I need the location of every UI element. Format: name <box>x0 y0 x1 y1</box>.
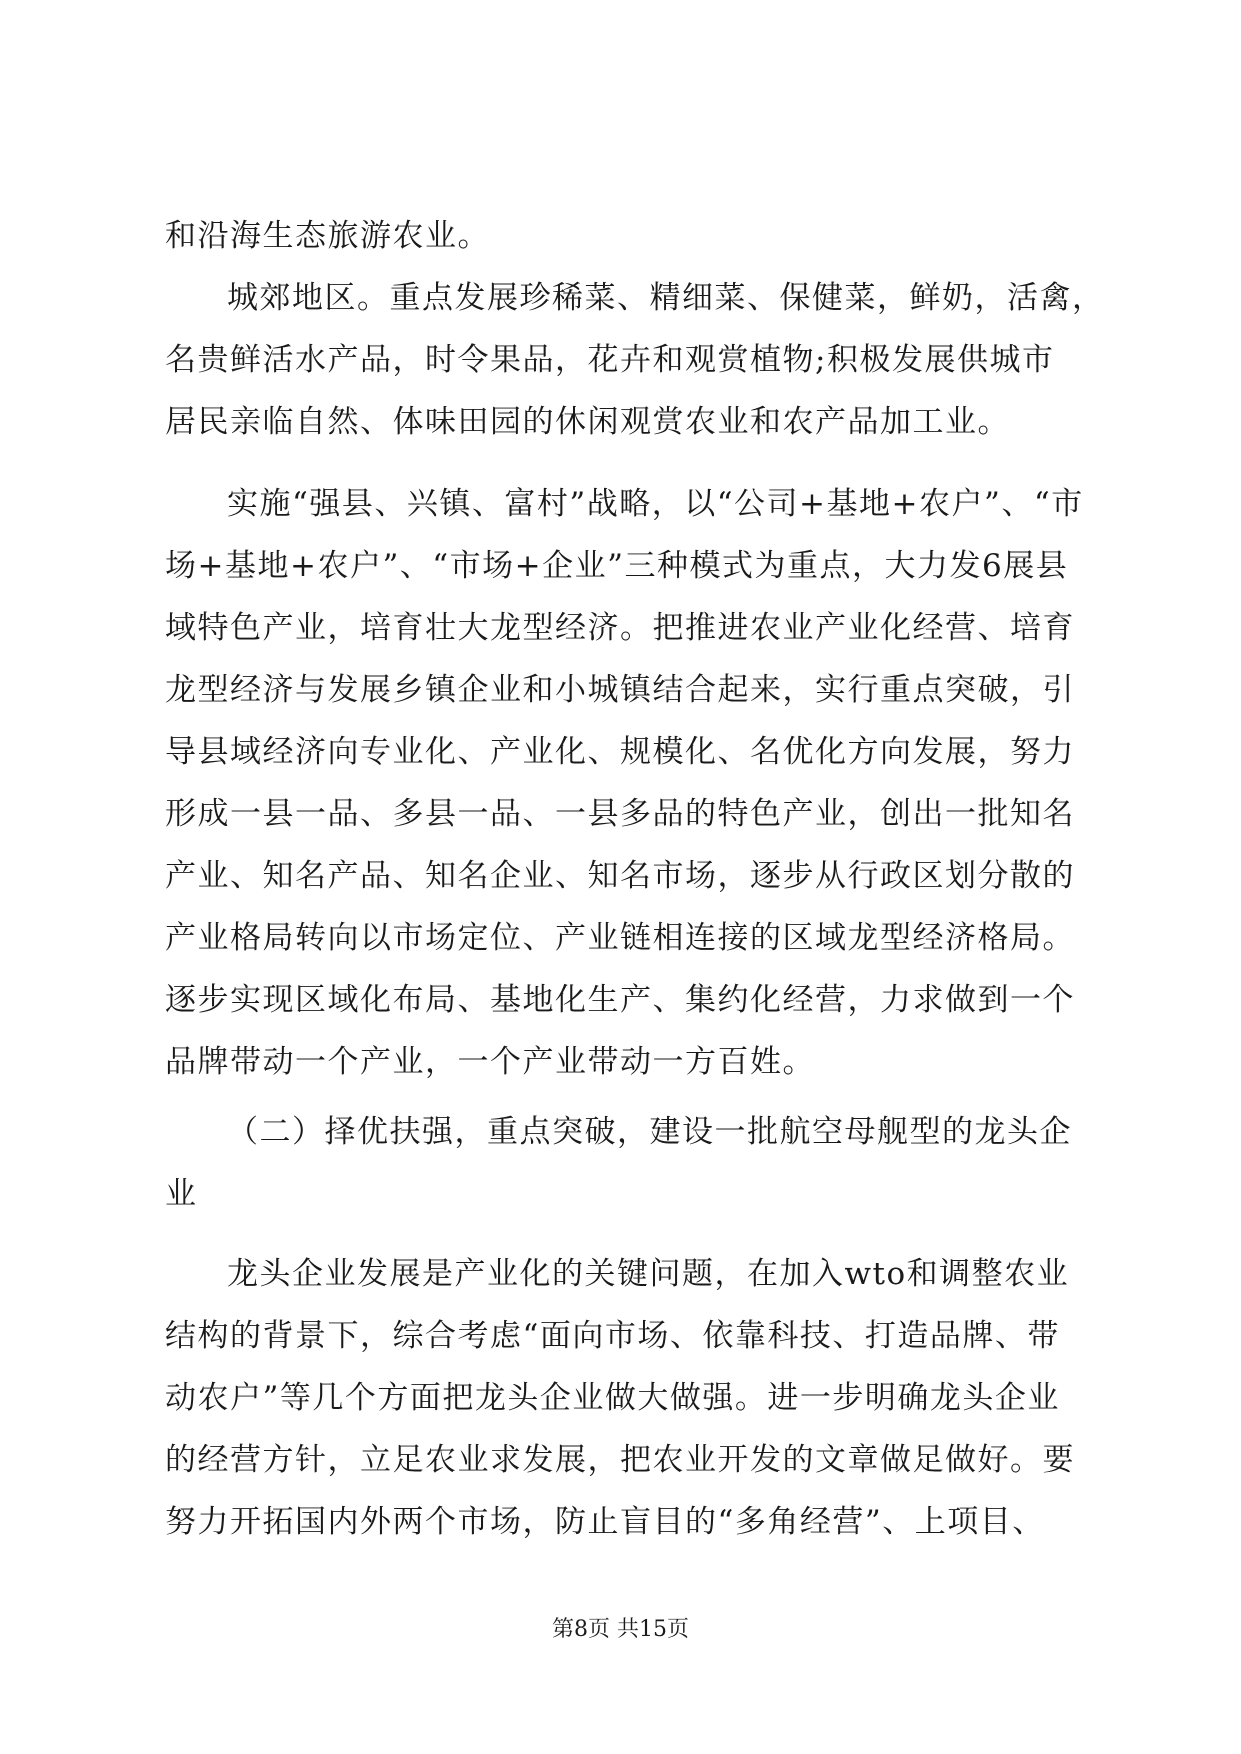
section-heading: 业 <box>165 1176 198 1212</box>
text-line: 产业格局转向以市场定位、产业链相连接的区域龙型经济格局。 <box>165 920 1075 956</box>
text-line: 龙头企业发展是产业化的关键问题，在加入wto和调整农业 <box>227 1256 1070 1292</box>
text-line: 结构的背景下，综合考虑“面向市场、依靠科技、打造品牌、带 <box>165 1318 1060 1354</box>
text-line: 的经营方针，立足农业求发展，把农业开发的文章做足做好。要 <box>165 1442 1075 1478</box>
text-line: 城郊地区。重点发展珍稀菜、精细菜、保健菜，鲜奶，活禽， <box>227 280 1105 316</box>
text-line: 逐步实现区域化布局、基地化生产、集约化经营，力求做到一个 <box>165 982 1075 1018</box>
text-line: 动农户”等几个方面把龙头企业做大做强。进一步明确龙头企业 <box>165 1380 1060 1416</box>
text-line: 努力开拓国内外两个市场，防止盲目的“多角经营”、上项目、 <box>165 1504 1045 1540</box>
text-line: 场+基地+农户”、“市场+企业”三种模式为重点，大力发6展县 <box>165 548 1069 584</box>
page-number: 第8页 共15页 <box>552 1617 689 1642</box>
section-heading: （二）择优扶强，重点突破，建设一批航空母舰型的龙头企 <box>227 1114 1072 1150</box>
text-line: 产业、知名产品、知名企业、知名市场，逐步从行政区划分散的 <box>165 858 1075 894</box>
text-line: 域特色产业，培育壮大龙型经济。把推进农业产业化经营、培育 <box>165 610 1075 646</box>
text-line: 龙型经济与发展乡镇企业和小城镇结合起来，实行重点突破，引 <box>165 672 1075 708</box>
text-line: 和沿海生态旅游农业。 <box>165 218 490 254</box>
text-line: 导县域经济向专业化、产业化、规模化、名优化方向发展，努力 <box>165 734 1075 770</box>
text-line: 实施“强县、兴镇、富村”战略，以“公司+基地+农户”、“市 <box>227 486 1084 522</box>
text-line: 居民亲临自然、体味田园的休闲观赏农业和农产品加工业。 <box>165 404 1010 440</box>
text-line: 名贵鲜活水产品，时令果品，花卉和观赏植物;积极发展供城市 <box>165 342 1055 378</box>
text-line: 品牌带动一个产业，一个产业带动一方百姓。 <box>165 1044 815 1080</box>
text-line: 形成一县一品、多县一品、一县多品的特色产业，创出一批知名 <box>165 796 1075 832</box>
